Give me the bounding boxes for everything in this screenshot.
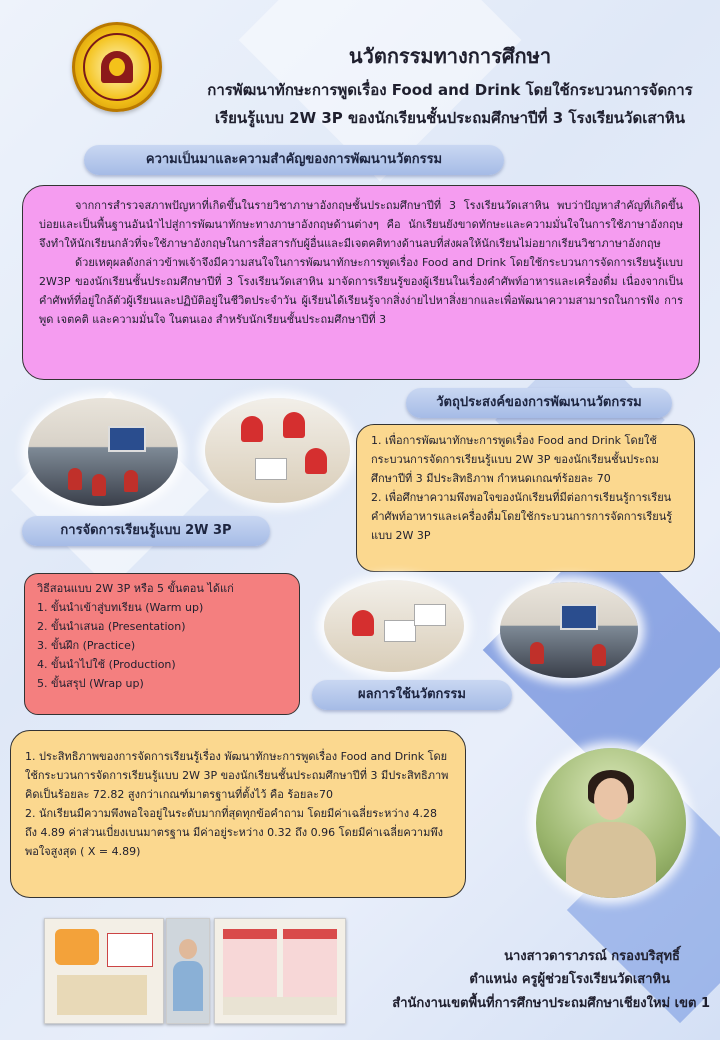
whiteboard-shape: [108, 426, 146, 452]
menu-boards-photo: [214, 918, 346, 1024]
objective-item-1: 1. เพื่อการพัฒนาทักษะการพูดเรื่อง Food and Drink โดยใช้กระบวนการจัดการเรียนรู้แบบ 2W 3P ของนักเรียนชั้นประถมศึกษาปีที่ 3 มีประสิทธิภาพ กำหนดเกณฑ์ร้อยละ 70: [371, 434, 659, 485]
author-position: ตำแหน่ง ครูผู้ช่วยโรงเรียนวัดเสาหิน: [469, 972, 670, 987]
logo-emblem-center: [109, 58, 125, 76]
objective-item-2: 2. เพื่อศึกษาความพึงพอใจของนักเรียนที่มีต่อการเรียนรู้การเรียนคำศัพท์อาหารและเครื่องดื่มโดยใช้กระบวนการการจัดการเรียนรู้แบบ 2W 3P: [371, 491, 673, 542]
teacher-head-shape: [179, 939, 197, 959]
food-card-shape: [107, 933, 153, 967]
student-shape: [124, 470, 138, 492]
student-shape: [352, 610, 374, 636]
food-cards-photo: [44, 918, 164, 1024]
table-shape: [223, 997, 337, 1015]
teacher-body-shape: [173, 961, 203, 1011]
page-title: นวัตกรรมทางการศึกษา: [348, 44, 552, 68]
objectives-box: [356, 424, 695, 572]
whiteboard-shape: [560, 604, 598, 630]
portrait-head: [594, 778, 628, 820]
method-heading: การจัดการเรียนรู้แบบ 2W 3P: [22, 516, 270, 546]
background-box: [22, 185, 700, 380]
page-subtitle-line1: การพัฒนาทักษะการพูดเรื่อง Food and Drink โดยใช้กระบวนการจัดการ: [207, 81, 693, 99]
portrait-body: [566, 822, 656, 898]
student-shape: [592, 644, 606, 666]
method-box: [24, 573, 300, 715]
teacher-portrait: [536, 748, 686, 898]
student-shape: [92, 474, 106, 496]
author-name: นางสาวดาราภรณ์ กรองบริสุทธิ์: [504, 949, 680, 964]
page-subtitle-line2: เรียนรู้แบบ 2W 3P ของนักเรียนชั้นประถมศึกษาปีที่ 3 โรงเรียนวัดเสาหิน: [214, 109, 686, 127]
method-step: 5. ขั้นสรุป (Wrap up): [37, 677, 144, 690]
background-paragraph-2: ด้วยเหตุผลดังกล่าวข้าพเจ้าจึงมีความสนใจในการพัฒนาทักษะการพูดเรื่อง Food and Drink โดยใช้กระบวนการจัดการเรียนรู้แบบ 2W3P ของนักเรียนชั้นประถมศึกษาปีที่ 3 โรงเรียนวัดเสาหิน มาจัดการเรียนรู้ของผู้เรียนในเรื่องคำศัพท์อาหารและเครื่องดื่ม เนื่องจากเป็นคำศัพท์ที่อยู่ใกล้ตัวผู้เรียนและปฏิบัติอยู่ในชีวิตประจำวัน ผู้เรียนได้เรียนรู้จากสิ่งง่ายไปหาสิ่งยากและเพื่อพัฒนาความสามารถในการฟัง การพูด เจตคติ และความมั่นใจ ในตนเอง สำหรับนักเรียนชั้นประถมศึกษาปีที่ 3: [39, 256, 683, 326]
results-box: [10, 730, 466, 898]
teacher-photo: [166, 918, 210, 1024]
result-item-1: 1. ประสิทธิภาพของการจัดการเรียนรู้เรื่อง พัฒนาทักษะการพูดเรื่อง Food and Drink โดยใช้กระบวนการจัดการเรียนรู้แบบ 2W 3P ของนักเรียนชั้นประถมศึกษาปีที่ 3 มีประสิทธิภาพ คิดเป็นร้อยละ 72.82 สูงกว่าเกณฑ์มาตรฐานที่ตั้งไว้ คือ ร้อยละ70: [25, 750, 449, 801]
method-step: 1. ขั้นนำเข้าสู่บทเรียน (Warm up): [37, 601, 204, 614]
menu-board-shape: [223, 929, 277, 1001]
method-step: 3. ขั้นฝึก (Practice): [37, 639, 136, 652]
method-intro: วิธีสอนแบบ 2W 3P หรือ 5 ขั้นตอน ได้แก่: [37, 582, 234, 595]
method-step: 2. ขั้นนำเสนอ (Presentation): [37, 620, 186, 633]
group-work-photo: [205, 398, 350, 503]
author-office: สำนักงานเขตพื้นที่การศึกษาประถมศึกษาเชียงใหม่ เขต 1: [392, 996, 710, 1011]
background-paragraph-1: จากการสำรวจสภาพปัญหาที่เกิดขึ้นในรายวิชาภาษาอังกฤษชั้นประถมศึกษาปีที่ 3 โรงเรียนวัดเสาหิน พบว่าปัญหาสำคัญที่เกิดขึ้นบ่อยและเป็นพื้นฐานอันนำไปสู่การพัฒนาทักษะทางภาษาอังกฤษด้านต่างๆ คือ นักเรียนยังขาดทักษะและความมั่นใจในการใช้ภาษาอังกฤษ จึงทำให้นักเรียนกลัวที่จะใช้ภาษาอังกฤษในการสื่อสารกับผู้อื่นและมีเจตคติทางด้านลบที่ส่งผลให้นักเรียนไม่อยากเรียนวิชาภาษาอังกฤษ: [39, 199, 683, 250]
worksheet-shape: [384, 620, 416, 642]
food-card-shape: [55, 929, 99, 965]
results-heading: ผลการใช้นวัตกรรม: [312, 680, 512, 710]
student-shape: [241, 416, 263, 442]
school-logo: [72, 22, 162, 112]
classroom-photo: [28, 398, 178, 506]
result-item-2: 2. นักเรียนมีความพึงพอใจอยู่ในระดับมากที่สุดทุกข้อคำถาม โดยมีค่าเฉลี่ยระหว่าง 4.28 ถึง 4.89 ค่าส่วนเบี่ยงเบนมาตรฐาน มีค่าอยู่ระหว่าง 0.32 ถึง 0.96 โดยมีค่าเฉลี่ยความพึงพอใจสูงสุด ( X = 4.89): [25, 807, 443, 858]
presentation-photo: [500, 582, 638, 678]
worksheet-photo: [324, 580, 464, 672]
student-shape: [68, 468, 82, 490]
method-step: 4. ขั้นนำไปใช้ (Production): [37, 658, 176, 671]
table-shape: [57, 975, 147, 1015]
background-heading: ความเป็นมาและความสำคัญของการพัฒนานวัตกรรม: [84, 145, 504, 175]
worksheet-shape: [414, 604, 446, 626]
menu-board-shape: [283, 929, 337, 1001]
objectives-heading: วัตถุประสงค์ของการพัฒนานวัตกรรม: [406, 388, 672, 418]
student-shape: [283, 412, 305, 438]
student-shape: [305, 448, 327, 474]
worksheet-shape: [255, 458, 287, 480]
student-shape: [530, 642, 544, 664]
